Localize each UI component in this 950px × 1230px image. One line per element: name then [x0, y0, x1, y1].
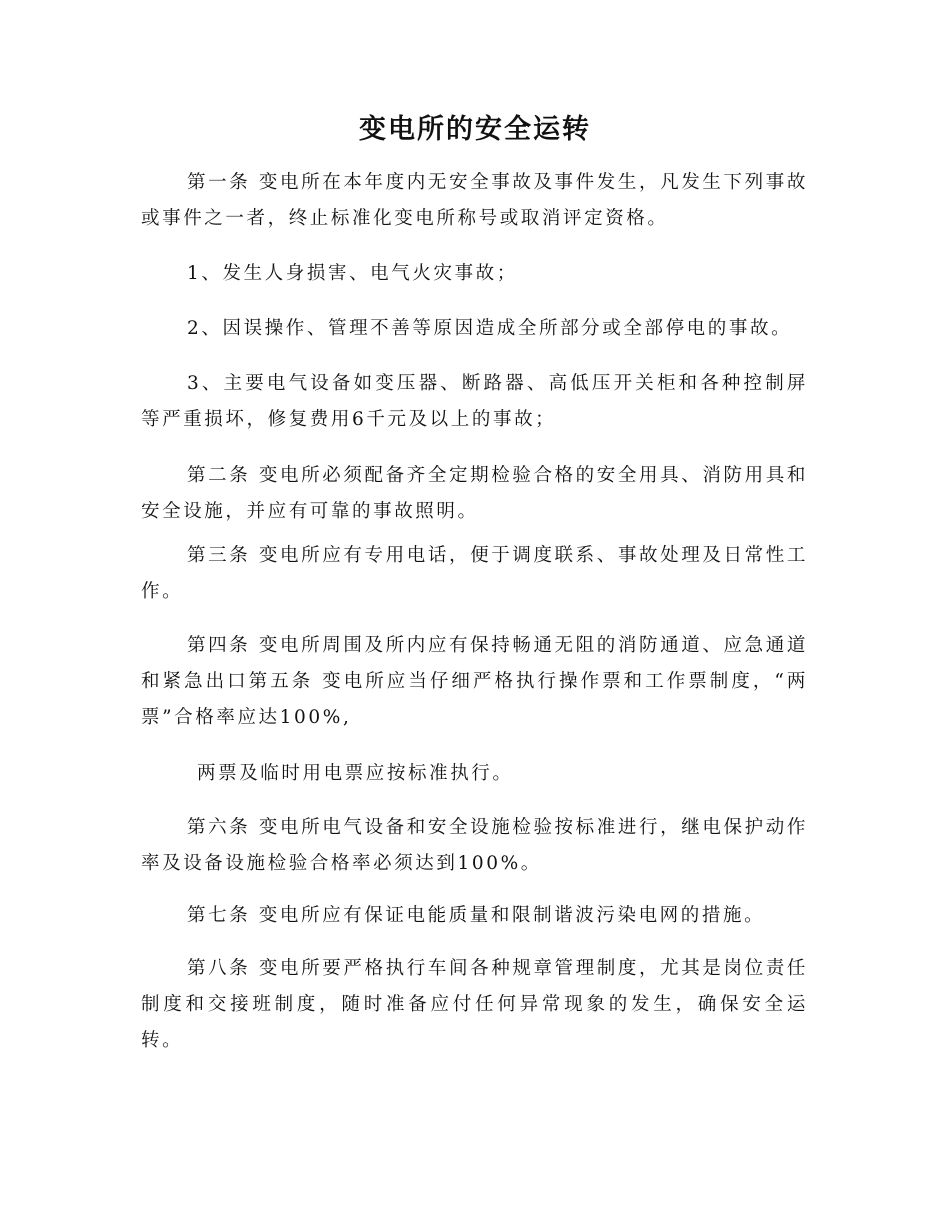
paragraph-two-tickets: 两票及临时用电票应按标准执行。	[197, 763, 514, 784]
paragraph-article-3: 第三条 变电所应有专用电话，便于调度联系、事故处理及日常性工作。	[141, 545, 808, 602]
paragraph-article-4-5: 第四条 变电所周围及所内应有保持畅通无阻的消防通道、应急通道和紧急出口第五条 变电所应当仔细严格执行操作票和工作票制度，“两票”合格率应达100%,	[141, 635, 808, 728]
paragraph-item-3: 3、主要电气设备如变压器、断路器、高低压开关柜和各种控制屏等严重损坏，修复费用6千元及以上的事故；	[141, 373, 808, 430]
paragraph-item-2: 2、因误操作、管理不善等原因造成全所部分或全部停电的事故。	[187, 318, 793, 339]
paragraph-article-6: 第六条 变电所电气设备和安全设施检验按标准进行，继电保护动作率及设备设施检验合格率必须达到100%。	[141, 817, 808, 874]
paragraph-article-8: 第八条 变电所要严格执行车间各种规章管理制度，尤其是岗位责任制度和交接班制度，随时准备应付任何异常现象的发生，确保安全运转。	[141, 958, 808, 1051]
paragraph-item-1: 1、发生人身损害、电气火灾事故；	[187, 263, 518, 284]
paragraph-article-7: 第七条 变电所应有保证电能质量和限制谐波污染电网的措施。	[187, 905, 766, 926]
paragraph-article-2: 第二条 变电所必须配备齐全定期检验合格的安全用具、消防用具和安全设施，并应有可靠的事故照明。	[141, 465, 808, 522]
document-title: 变电所的安全运转	[359, 114, 591, 145]
paragraph-article-1: 第一条 变电所在本年度内无安全事故及事件发生，凡发生下列事故或事件之一者，终止标准化变电所称号或取消评定资格。	[141, 172, 808, 229]
